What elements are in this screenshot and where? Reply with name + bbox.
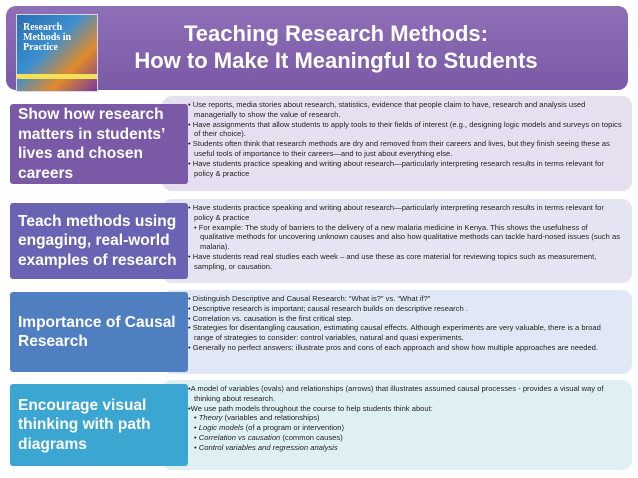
sub-bullet-rest: (common causes) (280, 432, 343, 442)
sub-bullet-italic: Theory (198, 413, 223, 423)
row-4-sub-bullet (186, 433, 622, 443)
row-4-sub-bullet (186, 413, 622, 423)
row-3-bullet: • Generally no perfect answers: illustrate pros and cons of each approach and show how multiple approaches are needed. (188, 342, 599, 352)
row-3-label-text: Importance of Causal Research (18, 313, 176, 350)
sub-bullet-mark: • (194, 413, 197, 423)
row-4-sub-bullet (186, 423, 622, 433)
row-4-bullet: •We use path models throughout the course to help students think about: (188, 403, 433, 413)
row-1-label-text: Show how research matters in students’ lives and chosen careers (18, 106, 165, 182)
sub-bullet-rest: (variables and relationships) (222, 413, 320, 423)
row-1-bullet: • Have students practice speaking and writing about research—particularly interpreting research results in terms relevant for policy & practice (188, 158, 604, 178)
row-1-bullet: • Students often think that research methods are dry and removed from their careers and lives, but they finish seeing these as useful tools of importance to their careers—and to just about everything else. (188, 139, 610, 158)
sub-bullet-rest: (of a program or intervention) (243, 423, 344, 433)
slide-title-line-1: Teaching Research Methods: (184, 21, 488, 46)
row-1-content-panel (162, 96, 632, 191)
row-2-content-panel (162, 199, 632, 283)
row-2-bullet: • Have students practice speaking and writing about research—particularly interpreting research results in terms relevant for policy & practice (188, 203, 604, 222)
book-cover-image (16, 14, 98, 92)
row-2-label (10, 203, 188, 279)
title-banner (6, 6, 628, 90)
row-2-bullet: • Have students read real studies each week – and use these as core material for reviewing topics such as measurement, sampling, or causation. (188, 251, 597, 271)
row-3-label (10, 292, 188, 372)
book-cover-title: Research Methods in Practice (23, 22, 72, 53)
sub-bullet-mark: • (194, 442, 197, 452)
row-4-label-text: Encourage visual thinking with path diagrams (18, 396, 151, 453)
row-3-bullet: • Descriptive research is important; causal research builds on descriptive research . (188, 303, 468, 313)
sub-bullet-mark: • (194, 423, 197, 433)
sub-bullet-italic: Correlation vs causation (198, 432, 281, 442)
row-4-sub-bullet (186, 443, 622, 453)
book-cover-stripe (17, 74, 97, 79)
slide-title (96, 20, 576, 74)
sub-bullet-mark: • (194, 432, 197, 442)
row-4-content-panel (162, 380, 632, 470)
sub-bullet-italic: Logic models (198, 423, 244, 433)
row-3-bullet: • Correlation vs. causation is the first critical step. (188, 313, 354, 323)
row-4-bullet: •A model of variables (ovals) and relationships (arrows) that illustrates assumed causal processes - provides a visual way of thinking about research. (188, 384, 604, 403)
row-1-label (10, 104, 188, 184)
row-2-label-text: Teach methods using engaging, real-world examples of research (18, 212, 177, 269)
row-3-bullet: • Strategies for disentangling causation, estimating causal effects. Although experiments are very valuable, there is a broad range of strategies to consider: control variables, natural and quasi experiments. (188, 323, 601, 343)
row-2-bullet-example: • For example: The study of barriers to the delivery of a new malaria medicine in Kenya. This shows the usefulness of qualitative methods for uncovering unknown causes and also how qualitative methods can tackle hard-nosed issues (such as malaria). (194, 222, 621, 252)
row-3-bullet: • Distinguish Descriptive and Causal Research: “What is?” vs. “What if?” (188, 294, 431, 303)
row-1-bullet: • Have assignments that allow students to apply tools to their fields of interest (e.g., designing logic models and surveys on topics of their choice). (188, 119, 622, 139)
row-3-content-panel (162, 290, 632, 374)
slide-title-line-2: How to Make It Meaningful to Students (134, 48, 538, 73)
row-1-bullet: • Use reports, media stories about research, statistics, evidence that people claim to have, research and analysis used managerially to show the value of research. (188, 100, 586, 119)
row-4-label (10, 384, 188, 466)
sub-bullet-italic: Control variables and regression analysis (198, 442, 338, 452)
